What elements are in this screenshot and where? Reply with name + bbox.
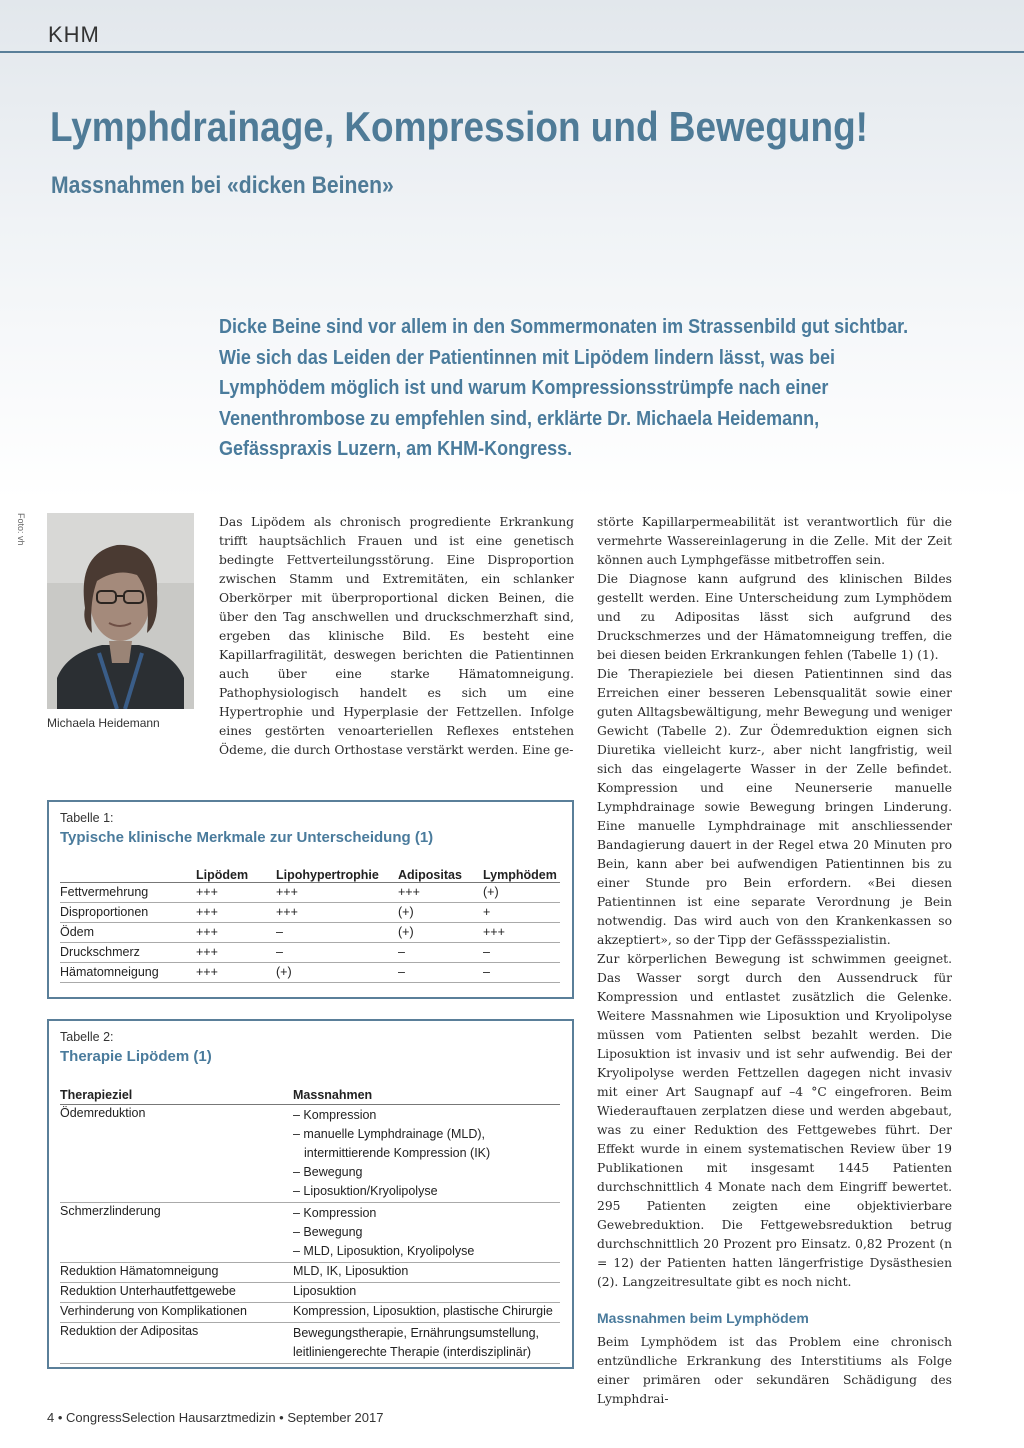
table-row — [60, 923, 560, 943]
table-cell: Liposuktion — [293, 1283, 560, 1303]
table-cell: – — [398, 943, 483, 963]
comparison-table — [60, 866, 560, 983]
table-cell — [293, 1323, 560, 1364]
table-cell: Ödem — [60, 923, 196, 943]
table-row — [60, 1283, 560, 1303]
article-subtitle: Massnahmen bei «dicken Beinen» — [51, 172, 394, 199]
article-lead: Dicke Beine sind vor allem in den Sommermonaten im Strassenbild gut sichtbar. Wie sich das Leiden der Patientinnen mit Lipödem lindern lässt, was bei Lymphödem möglich ist und warum Kompressionsstrümpfe nach einer Venenthrombose zu empfehlen sind, erklärte Dr. Michaela Heidemann, Gefässpraxis Luzern, am KHM-Kongress. — [219, 316, 909, 460]
article-title: Lymphdrainage, Kompression und Bewegung! — [50, 103, 868, 150]
table-row — [60, 943, 560, 963]
column-header: Adipositas — [398, 866, 483, 883]
table-cell: +++ — [276, 903, 398, 923]
measure-item: – Liposuktion/Kryolipolyse — [293, 1184, 438, 1198]
section-heading: Massnahmen beim Lymphödem — [597, 1310, 809, 1326]
measure-item: – Bewegung — [293, 1165, 363, 1179]
table-title: Typische klinische Merkmale zur Unterscheidung (1) — [60, 829, 434, 846]
table-cell: (+) — [398, 923, 483, 943]
table-cell: +++ — [483, 923, 560, 943]
therapy-table — [60, 1086, 560, 1364]
table-row — [60, 1105, 560, 1203]
table-cell — [293, 1203, 560, 1263]
table-cell: Verhinderung von Komplikationen — [60, 1303, 293, 1323]
photo-caption: Michaela Heidemann — [47, 716, 160, 730]
table-cell: – — [398, 963, 483, 983]
table-cell: – — [276, 923, 398, 943]
table-title: Therapie Lipödem (1) — [60, 1048, 212, 1065]
table-cell: +++ — [196, 923, 276, 943]
paragraph: Zur körperlichen Bewegung ist schwimmen geeignet. Das Wasser sorgt durch den Aussendruck für Kompression und entlastet zusätzlich die Gelenke. Weitere Massnahmen wie Liposuktion und Kryolipolyse müssen vom Patienten selbst bezahlt werden. Die Liposuktion ist invasiv und ist sehr aufwendig. Bei der Kryolipolyse werden Fettzellen dagegen nicht invasiv mit einer Art Saugnapf auf –4 °C eingefroren. Beim Wiederauftauen zerplatzen diese und werden abgebaut, was zu einer Reduktion des Fettgewebes führt. Der Effekt wurde in einem systematischen Review über 19 Publikationen mit insgesamt 1445 Patienten durchschnittlich 4 Monate nach dem Eingriff bewertet. 295 Patienten zeigten eine objektivierbare Gewebreduktion. Die Fettgewebsreduktion betrug durchschnittlich 20 Prozent pro Einsatz. 0,82 Prozent (n = 12) der Patienten hatten längerfristige Dysästhesien (2). Langzeitresultate gibt es noch nicht. — [597, 952, 952, 1289]
table-cell: Kompression, Liposuktion, plastische Chirurgie — [293, 1303, 560, 1323]
table-cell: +++ — [196, 903, 276, 923]
table-cell: Fettvermehrung — [60, 883, 196, 903]
table-row — [60, 1203, 560, 1263]
measure-item: – MLD, Liposuktion, Kryolipolyse — [293, 1244, 475, 1258]
table-cell: +++ — [276, 883, 398, 903]
table-row — [60, 883, 560, 903]
measure-item: – Bewegung — [293, 1225, 363, 1239]
portrait-photo — [47, 513, 194, 709]
measure-item: – Kompression — [293, 1108, 377, 1122]
table-cell: MLD, IK, Liposuktion — [293, 1263, 560, 1283]
table-cell: Reduktion der Adipositas — [60, 1323, 293, 1364]
table-cell: Disproportionen — [60, 903, 196, 923]
table-row — [60, 1263, 560, 1283]
column-header: Therapieziel — [60, 1086, 293, 1105]
table-cell: Hämatomneigung — [60, 963, 196, 983]
table-row — [60, 1303, 560, 1323]
table-row — [60, 963, 560, 983]
measure-item: – manuelle Lymphdrainage (MLD), — [293, 1127, 485, 1141]
table-cell: Ödemreduktion — [60, 1105, 293, 1203]
table-cell: – — [483, 963, 560, 983]
paragraph: störte Kapillarpermeabilität ist verantwortlich für die vermehrte Wassereinlagerung in die Zelle. Mit der Zeit können auch Lymphgefässe mitbetroffen sein. — [597, 515, 952, 567]
paragraph: Die Diagnose kann aufgrund des klinischen Bildes gestellt werden. Eine Unterscheidung zum Lymphödem und zu Adipositas lässt sich aufgrund des Druckschmerzes und der Hämatomneigung treffen, die bei diesen beiden Erkrankungen fehlen (Tabelle 1) (1). — [597, 572, 952, 662]
page-footer: 4 • CongressSelection Hausarztmedizin • September 2017 — [47, 1410, 384, 1425]
table-2-box — [47, 1019, 574, 1369]
paragraph: Beim Lymphödem ist das Problem eine chronisch entzündliche Erkrankung des Interstitiums als Folge einer primären oder sekundären Schädigung des Lymphdrai- — [597, 1335, 952, 1406]
column-header: Lipohypertrophie — [276, 866, 398, 883]
paragraph: Die Therapieziele bei diesen Patientinnen sind das Erreichen einer besseren Lebensqualität sowie einer guten Alltagsbewältigung, mehr Bewegung und weniger Gewicht (Tabelle 2). Zur Ödemreduktion eignen sich Diuretika vielleicht kurz-, aber nicht langfristig, weil sich das eingelagerte Wasser in der Zelle befindet. Kompression und eine Neunerserie manuelle Lymphdrainage sowie Bewegung bringen Linderung. Eine manuelle Lymphdrainage mit anschliessender Bandagierung dauert in der Regel etwa 20 Minuten pro Bein, kann aber bei aufwendigen Patientinnen bis zu einer Stunde pro Bein erfordern. «Bei diesen Patientinnen ist eine separate Verordnung je Bein notwendig. Das wird auch von den Krankenkassen so akzeptiert», so der Tipp der Gefässspezialistin. — [597, 667, 952, 947]
column-header — [60, 866, 196, 883]
column-header: Massnahmen — [293, 1086, 560, 1105]
table-1-box — [47, 800, 574, 999]
table-cell: + — [483, 903, 560, 923]
top-rule — [0, 51, 1024, 53]
column-header: Lipödem — [196, 866, 276, 883]
measure-item: Bewegungstherapie, Ernährungsumstellung, — [293, 1326, 539, 1340]
table-row — [60, 903, 560, 923]
table-cell: (+) — [483, 883, 560, 903]
measure-item: leitliniengerechte Therapie (interdisziplinär) — [293, 1345, 532, 1359]
table-cell — [293, 1105, 560, 1203]
table-cell: +++ — [196, 943, 276, 963]
table-cell: – — [483, 943, 560, 963]
table-row — [60, 1323, 560, 1364]
table-cell: (+) — [398, 903, 483, 923]
section-label: KHM — [48, 22, 100, 47]
table-cell: Reduktion Hämatomneigung — [60, 1263, 293, 1283]
body-column-1: Das Lipödem als chronisch progrediente Erkrankung trifft hauptsächlich Frauen und ist eine genetisch bedingte Fettverteilungsstörung. Eine Disproportion zwischen Stamm und Extremitäten, ein schlanker Oberkörper mit überproportional dicken Beinen, die über den Tag anschwellen und druckschmerzhaft sind, ergeben das klinische Bild. Es besteht eine Kapillarfragilität, deswegen berichten die Patientinnen auch über eine starke Hämatomneigung. Pathophysiologisch handelt es sich um eine Hypertrophie und Hyperplasie der Fettzellen. Infolge eines gestörten venoarteriellen Reflexes entstehen Ödeme, die durch Orthostase verstärkt werden. Eine ge- — [219, 515, 574, 757]
body-column-2 — [597, 513, 952, 1409]
table-label: Tabelle 2: — [60, 1030, 114, 1044]
table-cell: (+) — [276, 963, 398, 983]
table-cell: +++ — [196, 883, 276, 903]
table-cell: +++ — [196, 963, 276, 983]
table-cell: Druckschmerz — [60, 943, 196, 963]
measure-item: – Kompression — [293, 1206, 377, 1220]
measure-item: intermittierende Kompression (IK) — [304, 1146, 491, 1160]
table-cell: Reduktion Unterhautfettgewebe — [60, 1283, 293, 1303]
table-cell: +++ — [398, 883, 483, 903]
table-label: Tabelle 1: — [60, 811, 114, 825]
table-cell: – — [276, 943, 398, 963]
table-cell: Schmerzlinderung — [60, 1203, 293, 1263]
photo-credit: Foto: vh — [16, 513, 26, 546]
column-header: Lymphödem — [483, 866, 560, 883]
